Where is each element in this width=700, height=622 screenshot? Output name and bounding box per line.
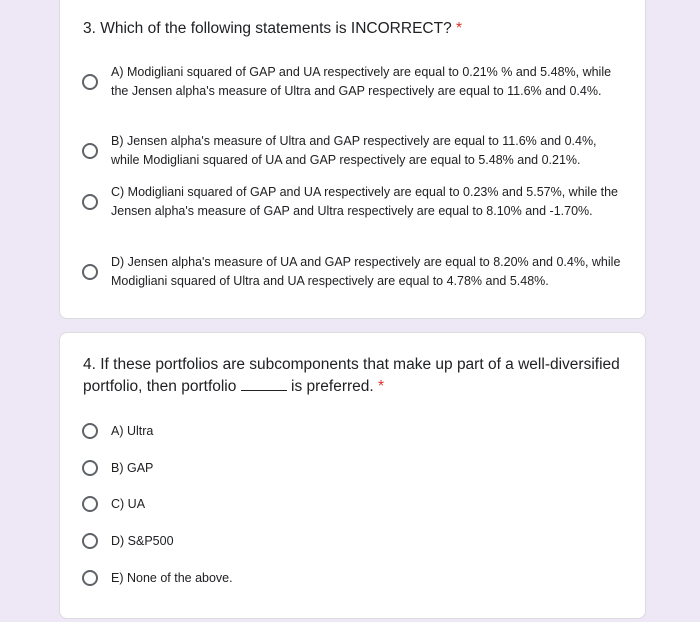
radio-button-icon[interactable] [82, 264, 98, 280]
radio-button-icon[interactable] [82, 496, 98, 512]
fill-in-blank [241, 376, 287, 391]
option-e[interactable] [82, 569, 625, 588]
option-b[interactable] [82, 459, 625, 478]
option-b[interactable] [82, 132, 625, 169]
radio-button-icon[interactable] [82, 570, 98, 586]
radio-button-icon[interactable] [82, 74, 98, 90]
option-label: C) Modigliani squared of GAP and UA respectively are equal to 0.23% and 5.57%, while the Jensen alpha's measure of GAP and Ultra respectively are equal to 8.10% and -1.70%. [111, 185, 619, 218]
question-title-text-part1: 4. If these portfolios are subcomponents that make up part of a well-diversified portfolio, then portfolio [83, 356, 620, 395]
option-a[interactable] [82, 422, 625, 441]
option-label: E) None of the above. [111, 571, 233, 585]
question-title-text: 3. Which of the following statements is INCORRECT? [83, 20, 452, 37]
option-d[interactable] [82, 532, 625, 551]
option-label: A) Modigliani squared of GAP and UA respectively are equal to 0.21% % and 5.48%, while the Jensen alpha's measure of Ultra and GAP respectively are equal to 11.6% and 0.4%. [111, 65, 612, 98]
option-label: D) S&P500 [111, 534, 174, 548]
option-c[interactable] [82, 183, 625, 220]
option-label: B) Jensen alpha's measure of Ultra and GAP respectively are equal to 11.6% and 0.4%, while Modigliani squared of UA and GAP respectively are equal to 5.48% and 0.21%. [111, 134, 597, 167]
option-d[interactable] [82, 253, 625, 290]
option-label: D) Jensen alpha's measure of UA and GAP respectively are equal to 8.20% and 0.4%, while Modigliani squared of Ultra and UA respectively are equal to 4.78% and 5.48%. [111, 255, 621, 288]
option-c[interactable] [82, 495, 625, 514]
required-asterisk: * [456, 20, 463, 37]
radio-button-icon[interactable] [82, 194, 98, 210]
option-label: C) UA [111, 497, 146, 511]
question-title-text-part2: is preferred. [291, 378, 374, 395]
radio-button-icon[interactable] [82, 460, 98, 476]
required-asterisk: * [378, 378, 385, 395]
option-a[interactable] [82, 63, 625, 100]
question-card-4 [59, 332, 646, 619]
radio-button-icon[interactable] [82, 533, 98, 549]
option-label: B) GAP [111, 461, 154, 475]
question-title [83, 354, 623, 398]
radio-button-icon[interactable] [82, 143, 98, 159]
option-label: A) Ultra [111, 424, 154, 438]
question-card-3 [59, 0, 646, 319]
radio-button-icon[interactable] [82, 423, 98, 439]
question-title [83, 18, 623, 40]
